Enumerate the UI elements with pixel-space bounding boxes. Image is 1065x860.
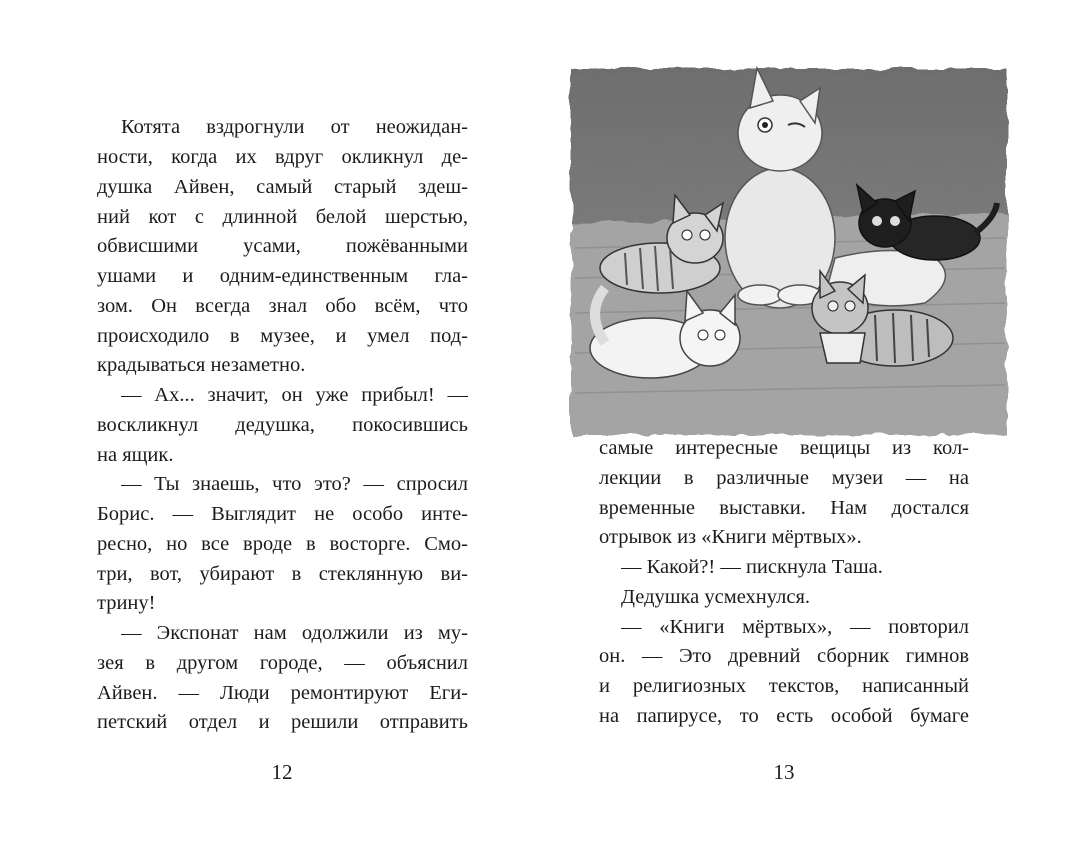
text-line: Айвен. — Люди ремонтируют Еги- — [97, 682, 468, 704]
text-line: Котята вздрогнули от неожидан- — [121, 116, 468, 138]
text-line: зея в другом городе, — объяснил — [97, 652, 468, 674]
text-line: ресно, но все вроде в восторге. Смо- — [97, 533, 468, 555]
text-line: — Ах... значит, он уже прибыл! — — [121, 384, 468, 406]
text-line: отрывок из «Книги мёртвых». — [599, 526, 862, 548]
text-line: ности, когда их вдруг окликнул де- — [97, 146, 468, 168]
text-line: — Какой?! — пискнула Таша. — [621, 556, 883, 578]
page-number: 13 — [773, 760, 795, 784]
text-line: лекции в различные музеи — на — [599, 467, 969, 489]
text-line: и религиозных текстов, написанный — [599, 675, 969, 697]
text-line: самые интересные вещицы из кол- — [599, 437, 969, 459]
cats-illustration — [565, 63, 1013, 443]
text-line: ушами и одним-единственным гла- — [97, 265, 468, 287]
text-line: трину! — [97, 592, 156, 614]
text-line: воскликнул дедушка, покосившись — [97, 414, 468, 436]
text-line: на папирусе, то есть особой бумаге — [599, 705, 969, 727]
text-line: петский отдел и решили отправить — [97, 711, 468, 733]
left-page — [0, 0, 532, 860]
text-line: ний кот с длинной белой шерстью, — [97, 206, 468, 228]
text-line: душка Айвен, самый старый здеш- — [97, 176, 468, 198]
text-line: крадываться незаметно. — [97, 354, 306, 376]
page-number: 12 — [271, 760, 293, 784]
text-line: — Ты знаешь, что это? — спросил — [121, 473, 468, 495]
text-line: Дедушка усмехнулся. — [621, 586, 811, 608]
text-line: Борис. — Выглядит не особо инте- — [97, 503, 468, 525]
text-line: на ящик. — [97, 444, 174, 466]
text-line: зом. Он всегда знал обо всём, что — [97, 295, 468, 317]
text-line: он. — Это древний сборник гимнов — [599, 645, 969, 667]
text-line: три, вот, убирают в стеклянную ви- — [97, 563, 468, 585]
text-line: — Экспонат нам одолжили из му- — [121, 622, 468, 644]
text-line: временные выставки. Нам достался — [599, 497, 969, 519]
text-line: — «Книги мёртвых», — повторил — [621, 616, 969, 638]
text-line: обвисшими усами, пожёванными — [97, 235, 468, 257]
text-line: происходило в музее, и умел под- — [97, 325, 468, 347]
